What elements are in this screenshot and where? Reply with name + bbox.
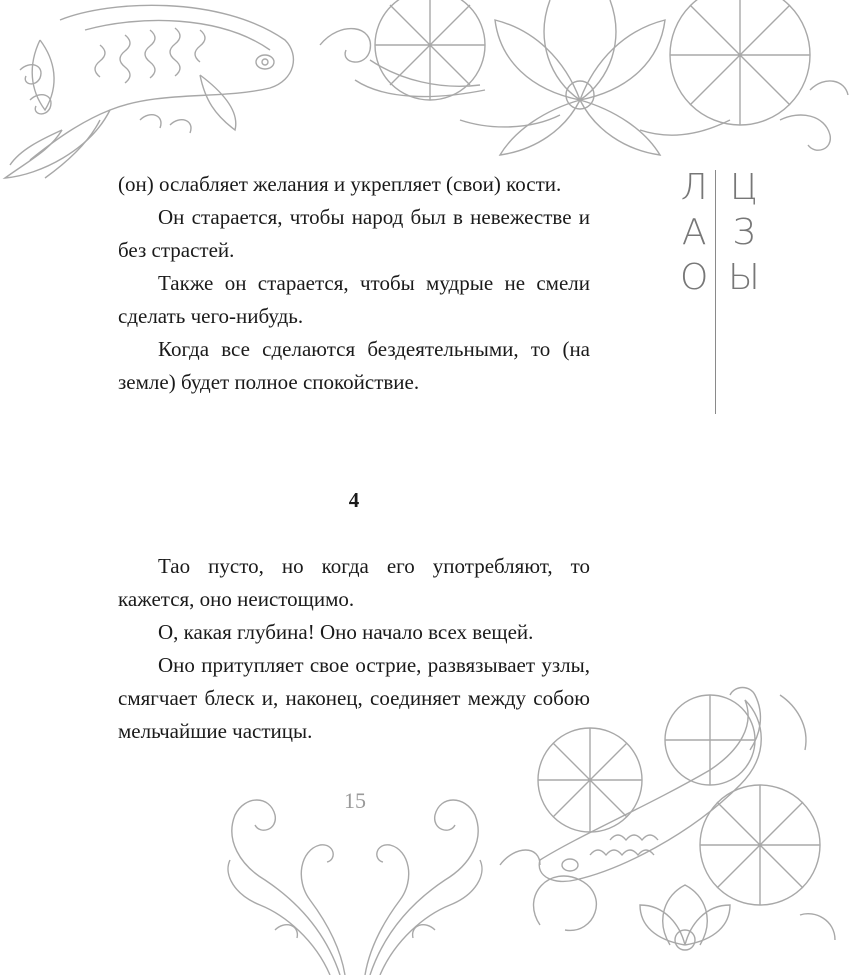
- author-letter: Ы: [728, 257, 760, 298]
- paragraph: Тао пусто, но когда его употребляют, то кажется, оно неистощимо.: [118, 554, 590, 611]
- paragraph: (он) ослабляет желания и укрепляет (свои) кости.: [118, 172, 562, 196]
- chapter-number: 4: [348, 488, 360, 512]
- page-number: 15: [344, 788, 366, 813]
- author-letter: Ц: [729, 167, 758, 208]
- author-letter: О: [680, 257, 709, 298]
- paragraph: Он старается, чтобы народ был в невежестве и без страстей.: [118, 205, 590, 262]
- paragraph: Когда все сделаются бездеятельными, то (на земле) будет полное спокойствие.: [118, 337, 590, 394]
- text-section-top: [118, 168, 590, 399]
- author-letter: А: [681, 212, 707, 253]
- author-second-name: [728, 165, 760, 300]
- author-letter: Л: [680, 167, 708, 208]
- text-section-bottom: [118, 550, 590, 748]
- paragraph: Также он старается, чтобы мудрые не смели сделать чего-нибудь.: [118, 271, 590, 328]
- koi-fish-illustration: [0, 0, 310, 185]
- author-letter: З: [732, 212, 756, 253]
- lotus-flower-illustration: [310, 0, 857, 160]
- author-first-name: [680, 165, 708, 300]
- paragraph: О, какая глубина! Оно начало всех вещей.: [158, 620, 534, 644]
- paragraph: Оно притупляет свое острие, развязывает узлы, смягчает блеск и, наконец, соединяет между собою мельчайшие частицы.: [118, 653, 590, 743]
- author-divider: [715, 170, 716, 414]
